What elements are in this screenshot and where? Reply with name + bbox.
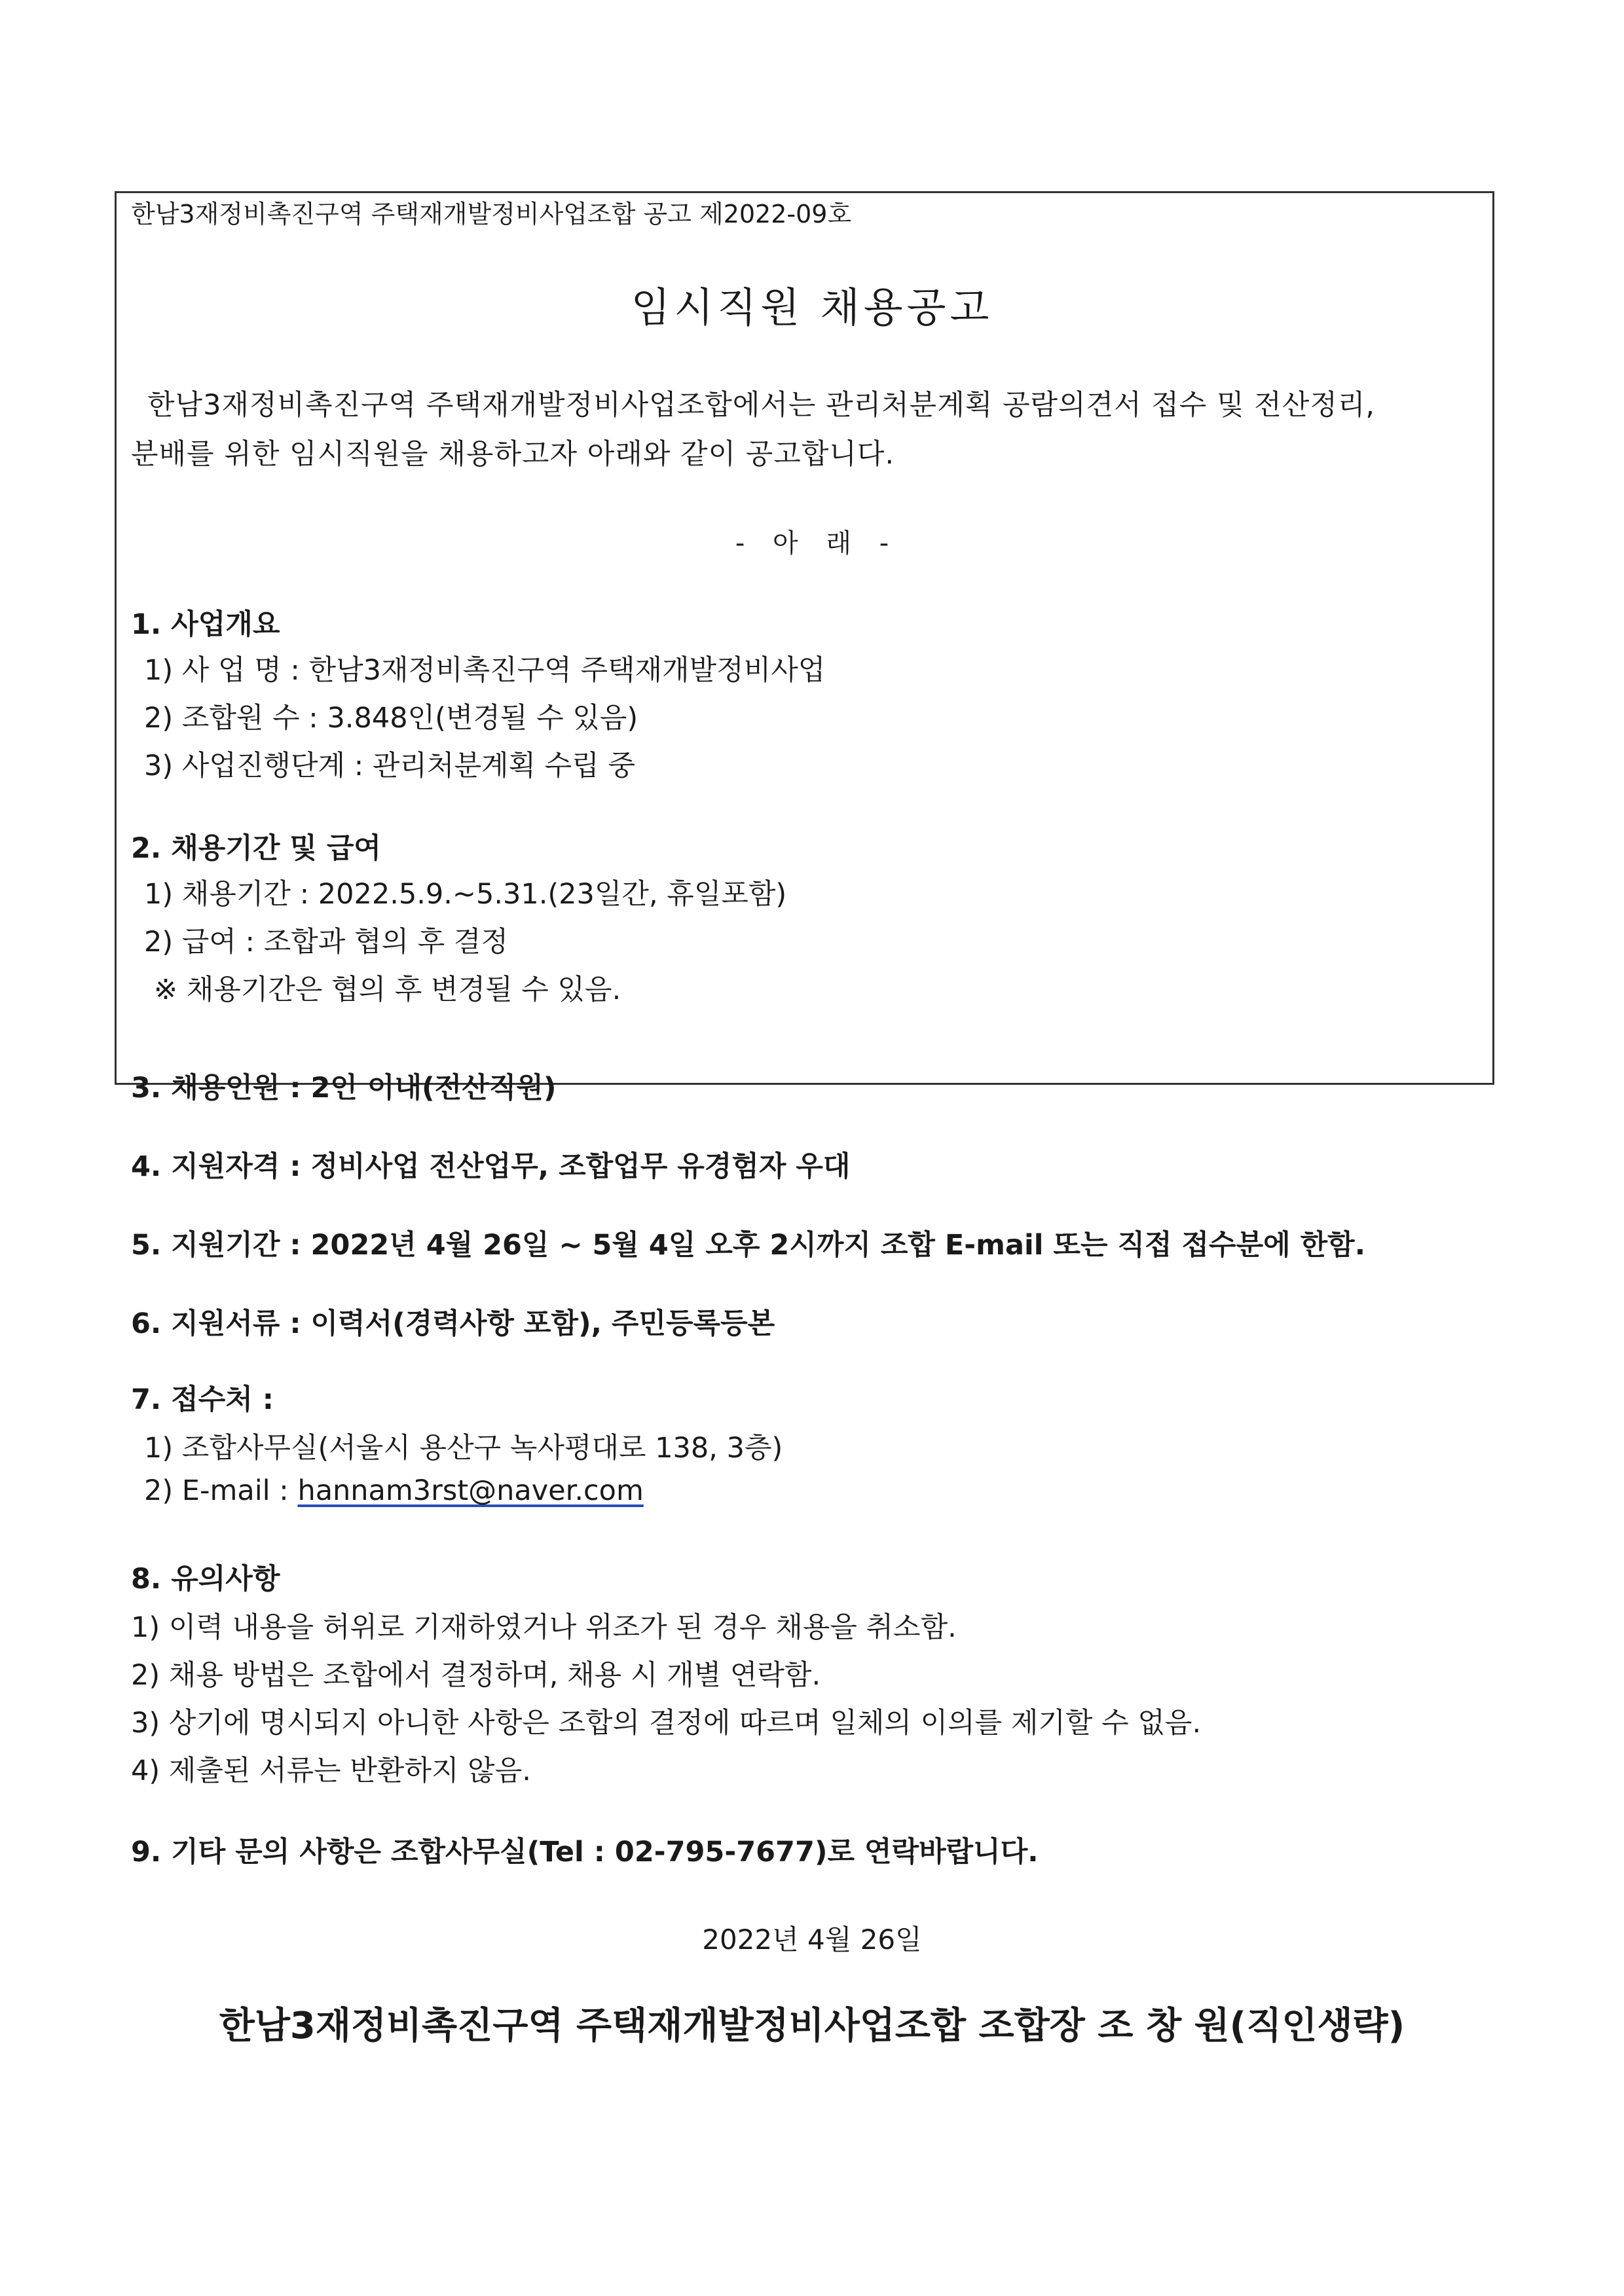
section-2-heading: 2. 채용기간 및 급여	[131, 832, 381, 865]
section-8-item-3: 3) 상기에 명시되지 아니한 사항은 조합의 결정에 따르며 일체의 이의를 제기할 수 없음.	[131, 1707, 1202, 1740]
section-3-heading: 3. 채용인원 : 2인 이내(전산직원)	[131, 1072, 557, 1104]
section-9-heading: 9. 기타 문의 사항은 조합사무실(Tel : 02-795-7677)로 연락바랍니다.	[131, 1836, 1039, 1868]
section-1-item-1: 1) 사 업 명 : 한남3재정비촉진구역 주택재개발정비사업	[144, 654, 826, 687]
section-2-note: ※ 채용기간은 협의 후 변경될 수 있음.	[154, 974, 621, 1006]
section-5-heading: 5. 지원기간 : 2022년 4월 26일 ~ 5월 4일 오후 2시까지 조합 E-mail 또는 직접 접수분에 한함.	[131, 1229, 1366, 1262]
notice-reference-number: 한남3재정비촉진구역 주택재개발정비사업조합 공고 제2022-09호	[131, 200, 852, 228]
section-8-item-2: 2) 채용 방법은 조합에서 결정하며, 채용 시 개별 연락함.	[131, 1659, 821, 1692]
section-8-heading: 8. 유의사항	[131, 1563, 280, 1595]
intro-line-1: 한남3재정비촉진구역 주택재개발정비사업조합에서는 관리처분계획 공람의견서 접수 및 전산정리,	[147, 389, 1376, 422]
section-7-heading: 7. 접수처 :	[131, 1383, 274, 1416]
page-title: 임시직원 채용공고	[631, 283, 993, 331]
section-2-item-2: 2) 급여 : 조합과 협의 후 결정	[144, 926, 509, 958]
section-4-heading: 4. 지원자격 : 정비사업 전산업무, 조합업무 유경험자 우대	[131, 1150, 851, 1183]
signature-line: 한남3재정비촉진구역 주택재개발정비사업조합 조합장 조 창 원(직인생략)	[219, 2005, 1405, 2047]
notice-date: 2022년 4월 26일	[702, 1923, 922, 1956]
email-label: 2) E-mail :	[144, 1474, 298, 1507]
intro-line-2: 분배를 위한 임시직원을 채용하고자 아래와 같이 공고합니다.	[131, 438, 895, 471]
section-1-heading: 1. 사업개요	[131, 608, 280, 641]
section-1-item-2: 2) 조합원 수 : 3.848인(변경될 수 있음)	[144, 702, 638, 735]
section-8-item-4: 4) 제출된 서류는 반환하지 않음.	[131, 1755, 531, 1787]
section-1-item-3: 3) 사업진행단계 : 관리처분계획 수립 중	[144, 750, 636, 782]
section-7-item-1: 1) 조합사무실(서울시 용산구 녹사평대로 138, 3층)	[144, 1432, 783, 1465]
section-divider-label: - 아 래 -	[735, 528, 889, 558]
section-2-item-1: 1) 채용기간 : 2022.5.9.~5.31.(23일간, 휴일포함)	[144, 878, 787, 911]
email-link[interactable]: hannam3rst@naver.com	[297, 1474, 644, 1507]
section-8-item-1: 1) 이력 내용을 허위로 기재하였거나 위조가 된 경우 채용을 취소함.	[131, 1611, 957, 1644]
section-6-heading: 6. 지원서류 : 이력서(경력사항 포함), 주민등록등본	[131, 1307, 775, 1340]
section-7-item-2	[144, 1474, 644, 1507]
